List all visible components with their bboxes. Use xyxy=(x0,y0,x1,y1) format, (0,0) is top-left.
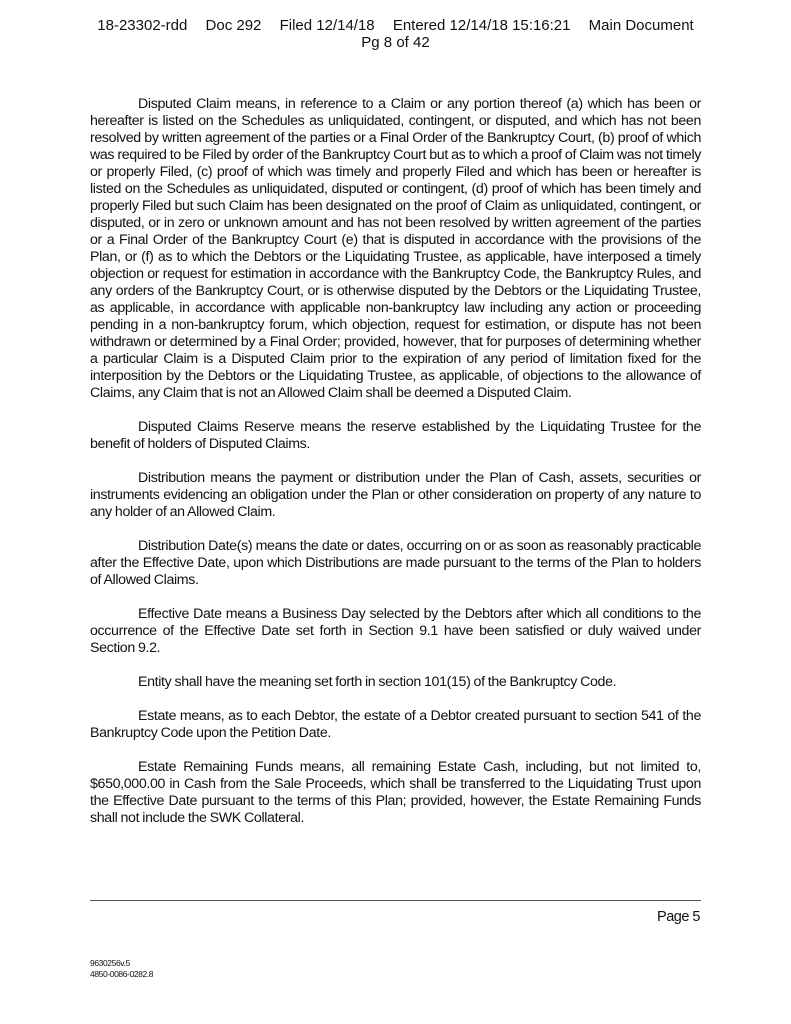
document-body xyxy=(90,96,701,844)
document-type: Main Document xyxy=(588,17,694,34)
docket-number: Doc 292 xyxy=(205,17,262,34)
definition-effective-date: Effective Date means a Business Day selected by the Debtors after which all conditions to the occurrence of the Effective Date set forth in Section 9.1 have been satisfied or duly waived under Section 9.2. xyxy=(90,606,701,656)
definition-disputed-claims-reserve: Disputed Claims Reserve means the reserve established by the Liquidating Trustee for the benefit of holders of Disputed Claims. xyxy=(90,419,701,452)
definition-entity: Entity shall have the meaning set forth in section 101(15) of the Bankruptcy Code. xyxy=(138,674,617,690)
definition-estate-remaining-funds: Estate Remaining Funds means, all remaining Estate Cash, including, but not limited to, $650,000.00 in Cash from the Sale Proceeds, which shall be transferred to the Liquidating Trust upon the Effective Date pursuant to the terms of this Plan; provided, however, the Estate Remaining Funds shall not include the SWK Collateral. xyxy=(90,759,701,826)
document-ids xyxy=(90,958,153,980)
filed-date: Filed 12/14/18 xyxy=(279,17,375,34)
doc-id-2: 4850-0086-0282.8 xyxy=(90,969,154,979)
footer-divider xyxy=(90,900,701,901)
case-number: 18-23302-rdd xyxy=(97,17,188,34)
page-number: Page 5 xyxy=(657,909,700,925)
definition-disputed-claim: Disputed Claim means, in reference to a Claim or any portion thereof (a) which has been or hereafter is listed on the Schedules as unliquidated, contingent, or disputed, and which has not been resolved by written agreement of the parties or a Final Order of the Bankruptcy Court, (b) proof of which was required to be Filed by order of the Bankruptcy Court but as to which a proof of Claim was not timely or properly Filed, (c) proof of which was timely and properly Filed and which has been or hereafter is listed on the Schedules as unliquidated, disputed or contingent, (d) proof of which has been timely and properly Filed but such Claim has been designated on the proof of Claim as unliquidated, contingent, or disputed, or in zero or unknown amount and has not been resolved by written agreement of the parties or a Final Order of the Bankruptcy Court (e) that is disputed in accordance with the provisions of the Plan, or (f) as to which the Debtors or the Liquidating Trustee, as applicable, have interposed a timely objection or request for estimation in accordance with the Bankruptcy Code, the Bankruptcy Rules, and any orders of the Bankruptcy Court, or is otherwise disputed by the Debtors or the Liquidating Trustee, as applicable, in accordance with applicable non-bankruptcy law including any action or proceeding pending in a non-bankruptcy forum, which objection, request for estimation, or dispute has not been withdrawn or determined by a Final Order; provided, however, that for purposes of determining whether a particular Claim is a Disputed Claim prior to the expiration of any period of limitation fixed for the interposition by the Debtors or the Liquidating Trustee, as applicable, of objections to the allowance of Claims, any Claim that is not an Allowed Claim shall be deemed a Disputed Claim. xyxy=(90,96,701,401)
filing-page-number: Pg 8 of 42 xyxy=(361,34,430,51)
definition-estate: Estate means, as to each Debtor, the estate of a Debtor created pursuant to section 541 of the Bankruptcy Code upon the Petition Date. xyxy=(90,708,701,741)
entered-date: Entered 12/14/18 15:16:21 xyxy=(392,17,571,34)
doc-id-1: 9630256v.5 xyxy=(90,958,130,968)
definition-distribution: Distribution means the payment or distribution under the Plan of Cash, assets, securities or instruments evidencing an obligation under the Plan or other consideration on property of any nature to any holder of an Allowed Claim. xyxy=(90,470,701,520)
definition-distribution-date: Distribution Date(s) means the date or dates, occurring on or as soon as reasonably practicable after the Effective Date, upon which Distributions are made pursuant to the terms of the Plan to holders of Allowed Claims. xyxy=(90,538,701,588)
court-filing-header xyxy=(0,17,791,51)
